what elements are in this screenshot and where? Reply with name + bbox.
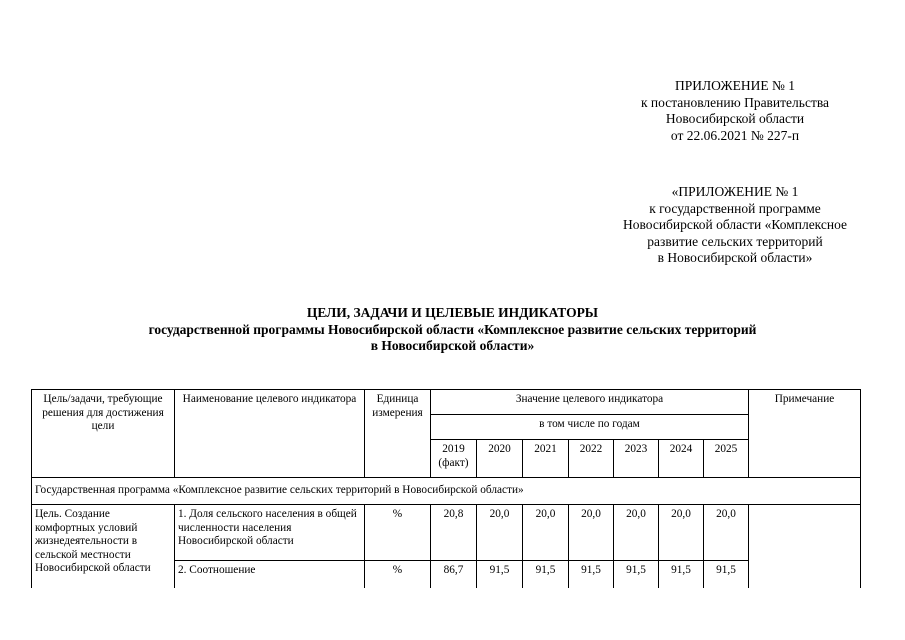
program-appendix-line: развитие сельских территорий <box>647 233 823 249</box>
header-unit: Единица измерения <box>365 390 431 478</box>
appendix-header-line: от 22.06.2021 № 227-п <box>670 127 800 143</box>
title-line: государственной программы Новосибирской области «Комплексное развитие сельских территорий <box>148 321 757 337</box>
goal-cell: Цель. Создание комфортных условий жизнедеятельности в сельской местности Новосибирской области <box>32 505 175 589</box>
header-indicator: Наименование целевого индикатора <box>175 390 365 478</box>
header-goal: Цель/задачи, требующие решения для достижения цели <box>32 390 175 478</box>
value-cell: 20,0 <box>614 505 659 561</box>
value-cell: 91,5 <box>614 561 659 589</box>
appendix-header <box>600 78 870 144</box>
program-appendix-line: «ПРИЛОЖЕНИЕ № 1 <box>671 184 799 199</box>
header-year: 2022 <box>569 440 614 478</box>
value-cell: 20,0 <box>659 505 704 561</box>
header-year: 2024 <box>659 440 704 478</box>
table-row <box>32 505 861 561</box>
value-cell: 91,5 <box>704 561 749 589</box>
indicator-cell: 2. Соотношение <box>175 561 365 589</box>
document-title <box>0 305 905 355</box>
header-note: Примечание <box>749 390 861 478</box>
indicator-cell: 1. Доля сельского населения в общей численности населения Новосибирской области <box>175 505 365 561</box>
header-year: 2023 <box>614 440 659 478</box>
appendix-header-line: Новосибирской области <box>665 111 805 126</box>
program-appendix-line: к государственной программе <box>649 200 821 216</box>
value-cell: 91,5 <box>569 561 614 589</box>
value-cell: 91,5 <box>523 561 569 589</box>
value-cell: 20,0 <box>477 505 523 561</box>
header-value: Значение целевого индикатора <box>431 390 749 415</box>
header-by-year: в том числе по годам <box>431 415 749 440</box>
title-line: ЦЕЛИ, ЗАДАЧИ И ЦЕЛЕВЫЕ ИНДИКАТОРЫ <box>306 305 599 320</box>
program-appendix-line: Новосибирской области «Комплексное <box>622 217 848 232</box>
unit-cell: % <box>365 505 431 561</box>
indicators-table <box>31 389 861 588</box>
value-cell: 91,5 <box>659 561 704 589</box>
value-cell: 20,0 <box>569 505 614 561</box>
note-cell <box>749 505 861 589</box>
value-cell: 86,7 <box>431 561 477 589</box>
value-cell: 91,5 <box>477 561 523 589</box>
appendix-header-line: к постановлению Правительства <box>640 94 830 110</box>
program-row: Государственная программа «Комплексное развитие сельских территорий в Новосибирской области» <box>32 478 861 505</box>
header-year: 2021 <box>523 440 569 478</box>
value-cell: 20,0 <box>704 505 749 561</box>
unit-cell: % <box>365 561 431 589</box>
header-year: 2025 <box>704 440 749 478</box>
value-cell: 20,0 <box>523 505 569 561</box>
header-year: 2020 <box>477 440 523 478</box>
program-appendix-header <box>590 184 880 267</box>
program-appendix-line: в Новосибирской области» <box>657 250 813 265</box>
title-line: в Новосибирской области» <box>370 338 535 353</box>
appendix-header-line: ПРИЛОЖЕНИЕ № 1 <box>674 78 796 93</box>
header-year: 2019 (факт) <box>431 440 477 478</box>
value-cell: 20,8 <box>431 505 477 561</box>
